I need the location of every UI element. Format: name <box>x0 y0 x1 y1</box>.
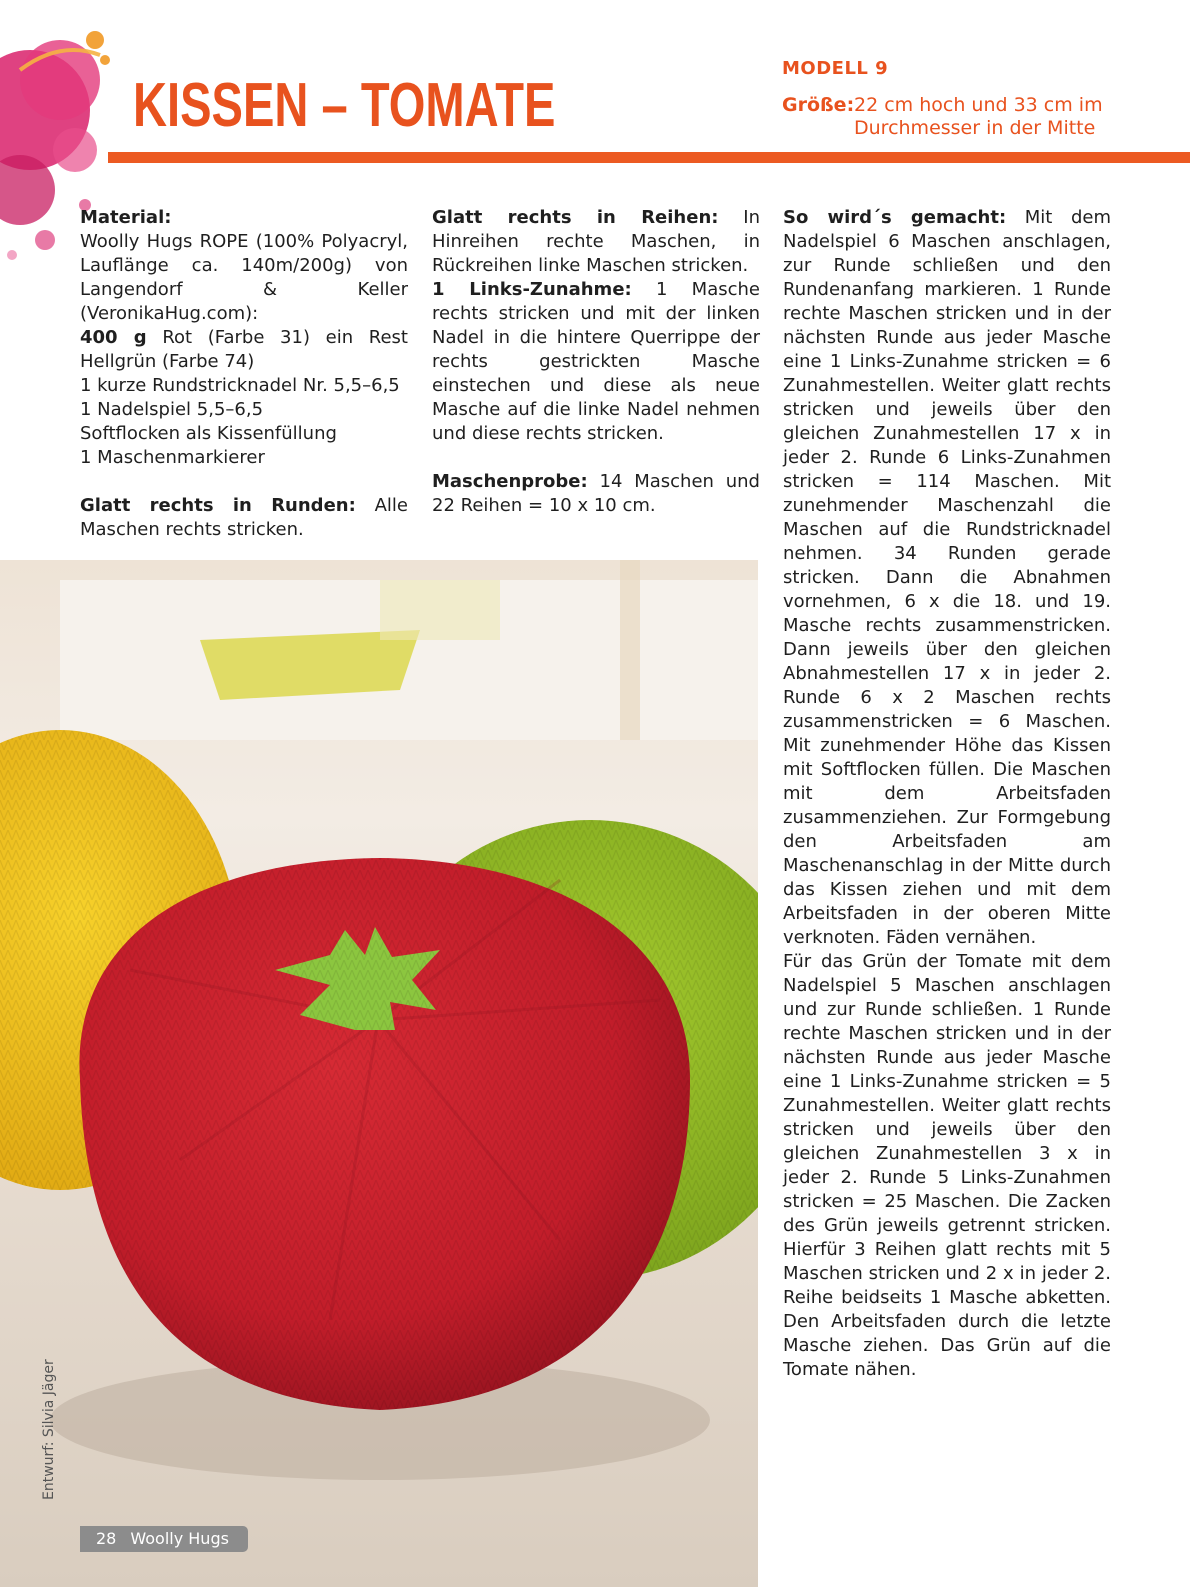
model-number: MODELL 9 <box>782 58 889 79</box>
increase-label: 1 Links-Zunahme: <box>432 279 632 300</box>
material-text: Woolly Hugs ROPE (100% Polyacryl, Lauflänge ca. 140m/200g) von Langendorf & Keller (VeronikaHug.com): <box>80 231 408 324</box>
rows-text: In Hinreihen rechte Maschen, in Rückreihen linke Maschen stricken. <box>432 207 760 276</box>
filling-line: Softflocken als Kissenfüllung <box>80 423 337 444</box>
size-value: 22 cm hoch und 33 cm im Durchmesser in der Mitte <box>854 94 1103 139</box>
amount-text: Rot (Farbe 31) ein Rest Hellgrün (Farbe 74) <box>80 327 408 372</box>
amount-bold: 400 g <box>80 327 147 348</box>
tomato-cushion-photo <box>0 560 758 1587</box>
column-instructions <box>783 206 1111 1382</box>
rounds-text: Alle Maschen rechts stricken. <box>80 495 408 540</box>
rows-label: Glatt rechts in Reihen: <box>432 207 719 228</box>
marker-line: 1 Maschenmarkierer <box>80 447 265 468</box>
needle-set-line: 1 Nadelspiel 5,5–6,5 <box>80 399 264 420</box>
gauge-text: 14 Maschen und 22 Reihen = 10 x 10 cm. <box>432 471 760 516</box>
column-materials <box>80 206 408 542</box>
page-number: 28 <box>96 1529 117 1548</box>
green-instructions: Für das Grün der Tomate mit dem Nadelspiel 5 Maschen anschlagen und zur Runde schließen. 1 Runde rechte Maschen stricken und in der nächsten Runde aus jeder Masche eine 1 Links-Zunahme stricken = 5 Zunahmestellen. Weiter glatt rechts stricken und jeweils über den gleichen Zunahmestellen 3 x in jeder 2. Runde 5 Links-Zunahmen stricken = 25 Maschen. Die Zacken des Grün jeweils getrennt stricken. Hierfür 3 Reihen glatt rechts mit 5 Maschen stricken und 2 x in jeder 2. Reihe beidseits 1 Masche abketten. Den Arbeitsfaden durch die letzte Masche ziehen. Das Grün auf die Tomate nähen. <box>783 951 1111 1380</box>
gauge-label: Maschenprobe: <box>432 471 588 492</box>
column-techniques <box>432 206 760 518</box>
page-title: KISSEN – TOMATE <box>133 71 556 140</box>
design-credit: Entwurf: Silvia Jäger <box>41 1359 57 1500</box>
needle-line: 1 kurze Rundstricknadel Nr. 5,5–6,5 <box>80 375 400 396</box>
brand-name: Woolly Hugs <box>130 1529 229 1548</box>
increase-text: 1 Masche rechts stricken und mit der linken Nadel in die hintere Querrippe der rechts gestrickten Masche einstechen und diese als neue Masche auf die linke Nadel nehmen und diese rechts stricken. <box>432 279 760 444</box>
material-label: Material: <box>80 207 172 228</box>
how-text: Mit dem Nadelspiel 6 Maschen anschlagen, zur Runde schließen und den Rundenanfang markieren. 1 Runde rechte Maschen stricken und in der nächsten Runde aus jeder Masche eine 1 Links-Zunahme stricken = 6 Zunahmestellen. Weiter glatt rechts stricken und jeweils über den gleichen Zunahmestellen 17 x in jeder 2. Runde 6 Links-Zunahmen stricken = 114 Maschen. Mit zunehmender Maschenzahl die Maschen auf die Rundstricknadel nehmen. 34 Runden gerade stricken. Dann die Abnahmen vornehmen, 6 x die 18. und 19. Masche rechts zusammenstricken. Dann jeweils über den gleichen Abnahmestellen 17 x in jeder 2. Runde 6 x 2 Maschen rechts zusammenstricken = 6 Maschen. Mit zunehmender Höhe das Kissen mit Softflocken füllen. Die Maschen mit dem Arbeitsfaden zusammenziehen. Zur Formgebung den Arbeitsfaden am Maschenanschlag in der Mitte durch das Kissen ziehen und mit dem Arbeitsfaden in der oberen Mitte verknoten. Fäden vernähen. <box>783 207 1111 948</box>
size-label: Größe: <box>782 94 855 116</box>
page-footer <box>80 1526 248 1552</box>
how-label: So wird´s gemacht: <box>783 207 1007 228</box>
header-rule <box>108 152 1190 163</box>
rounds-label: Glatt rechts in Runden: <box>80 495 356 516</box>
